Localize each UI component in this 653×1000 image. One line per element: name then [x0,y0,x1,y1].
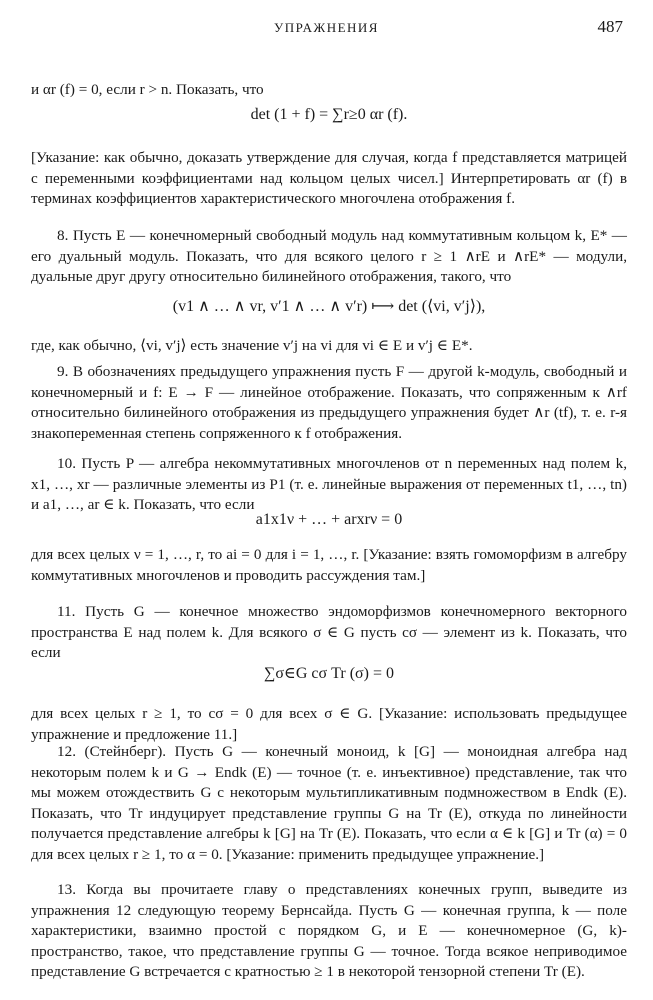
exercise-9: 9. В обозначениях предыдущего упражнения пусть F — другой k-модуль, свободный и конечномерный и f: E → F — линейное отображение. Показать, что сопряженным к ∧rf относительно билинейного отображения из предыдущего упражнения будет ∧r (tf), т. е. r-я знакопеременная степень сопряженного к f отображения. [31,363,627,442]
equation-ex11: ∑σ∈G cσ Tr (σ) = 0 [264,665,394,682]
running-title: УПРАЖНЕНИЯ [274,20,379,35]
exercise-11: 11. Пусть G — конечное множество эндоморфизмов конечномерного векторного пространства E над полем k. Для всякого σ ∈ G пусть cσ — элемент из k. Показать, что если [31,603,627,662]
exercise-10: 10. Пусть P — алгебра некоммутативных многочленов от n переменных над полем k, x1, …, xr — различные элементы из P1 (т. е. линейные выражения от переменных t1, …, tn) и a1, …, ar ∈ k. Показать, что если [31,455,627,514]
equation-ex8: (v1 ∧ … ∧ vr, v′1 ∧ … ∧ v′r) ⟼ det (⟨vi, v′j⟩), [172,298,486,315]
paragraph-intro: и αr (f) = 0, если r > n. Показать, что [31,81,264,98]
exercise-8: 8. Пусть E — конечномерный свободный модуль над коммутативным кольцом k, E* — его дуальный модуль. Показать, что для всякого целого r ≥ 1 ∧rE и ∧rE* — модули, дуальные друг другу относительно билинейного отображения, такого, что [31,227,627,286]
exercise-8-tail: где, как обычно, ⟨vi, v′j⟩ есть значение v′j на vi для vi ∈ E и v′j ∈ E*. [31,337,473,354]
equation-det: det (1 + f) = ∑r≥0 αr (f). [250,106,408,123]
exercise-12: 12. (Стейнберг). Пусть G — конечный моноид, k [G] — моноидная алгебра над некоторым полем k и G → Endk (E) — точное (т. е. инъективное) представление, так что мы можем отождествить G с некоторым мультипликативным подмножеством в Endk (E). Показать, что Tr индуцирует представление группы G на Tr (E), откуда по линейности получается представление алгебры k [G] на Tr (E). Показать, что если α ∈ k [G] и Tr (α) = 0 для всех целых r ≥ 1, то α = 0. [Указание: применить предыдущее упражнение.] [31,743,627,863]
equation-ex10: a1x1ν + … + arxrν = 0 [255,511,403,528]
page-number: 487 [597,17,623,36]
exercise-13: 13. Когда вы прочитаете главу о представлениях конечных групп, выведите из упражнения 12 следующую теорему Бернсайда. Пусть G — конечная группа, k — поле характеристики, взаимно простой с порядком G, и E — конечномерное (G, k)-пространство, такое, что представление группы G — точное. Тогда всякое неприводимое представление G встречается с кратностью ≥ 1 в некоторой тензорной степени Tr (E). [31,881,627,981]
exercise-11-tail: для всех целых r ≥ 1, то cσ = 0 для всех σ ∈ G. [Указание: использовать предыдущее упражнение и предложение 11.] [31,705,627,743]
paragraph-hint: [Указание: как обычно, доказать утверждение для случая, когда f представляется матрицей с переменными коэффициентами над кольцом целых чисел.] Интерпретировать αr (f) в терминах коэффициентов характеристического многочлена отображения f. [31,149,627,208]
exercise-10-tail: для всех целых ν = 1, …, r, то ai = 0 для i = 1, …, r. [Указание: взять гомоморфизм в алгебру коммутативных многочленов и проводить рассуждения там.] [31,546,627,584]
